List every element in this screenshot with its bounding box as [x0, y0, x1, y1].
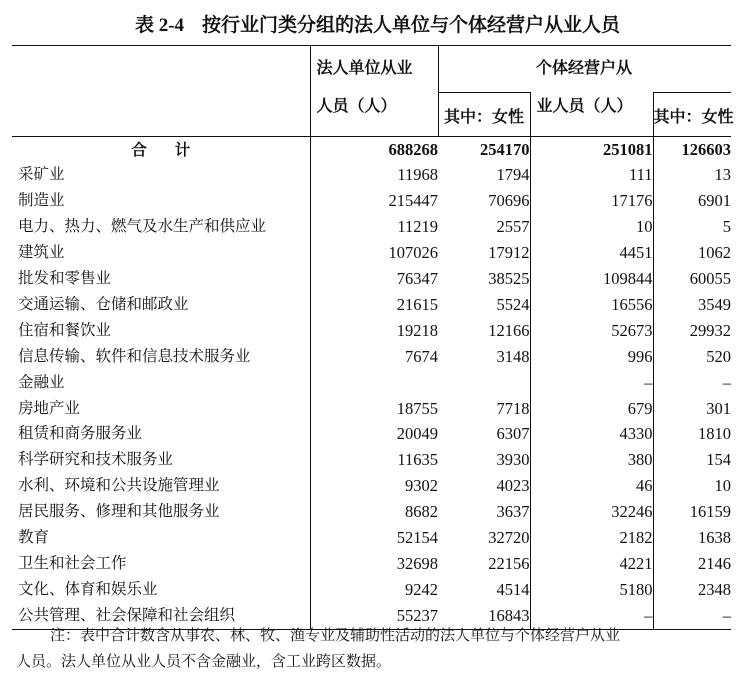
- legal-female-employees: 17912: [438, 240, 530, 266]
- legal-female-employees: 32720: [438, 525, 530, 551]
- indiv-female-employees: 520: [706, 346, 731, 366]
- legal-female-employees: 70696: [438, 188, 530, 214]
- legal-employees: 76347: [396, 269, 438, 289]
- indiv-employees: 2182: [530, 525, 653, 551]
- employment-table: [12, 45, 734, 630]
- total-legal: 688268: [388, 139, 438, 159]
- indiv-female-employees: 10: [714, 476, 731, 496]
- table-body: [12, 136, 731, 629]
- industry-name: 房地产业: [12, 396, 310, 422]
- indiv-female-employees: 1810: [698, 424, 731, 444]
- industry-name: 制造业: [12, 188, 310, 214]
- industry-name: 文化、体育和娱乐业: [12, 577, 310, 603]
- legal-group-line1: 法人单位从业: [316, 58, 413, 77]
- indiv-employees: 32246: [530, 499, 653, 525]
- total-row: [12, 136, 731, 162]
- indiv-group-line1: 个体经营户从: [536, 58, 633, 77]
- industry-name: 租赁和商务服务业: [12, 421, 310, 447]
- industry-name: 交通运输、仓储和邮政业: [12, 292, 310, 318]
- indiv-employees: 380: [530, 447, 653, 473]
- table-row: [12, 344, 731, 370]
- legal-female-employees: 6307: [438, 421, 530, 447]
- indiv-employees: 111: [530, 162, 653, 188]
- table-row: [12, 240, 731, 266]
- indiv-employees: 4451: [530, 240, 653, 266]
- indiv-female-employees: –: [653, 603, 731, 629]
- table-note: [16, 622, 732, 674]
- legal-female-employees: 12166: [438, 318, 530, 344]
- table-row: [12, 188, 731, 214]
- table-title-text: 按行业门类分组的法人单位与个体经营户从业人员: [202, 14, 621, 36]
- indiv-employees: 109844: [530, 266, 653, 292]
- legal-female-employees: 3148: [438, 344, 530, 370]
- legal-female-employees: 38525: [438, 266, 530, 292]
- note-line2: 人员。法人单位从业人员不含金融业，含工业跨区数据。: [16, 652, 392, 670]
- indiv-employees: 16556: [530, 292, 653, 318]
- legal-female-employees: [438, 370, 530, 396]
- industry-name: 金融业: [12, 370, 310, 396]
- legal-employees: 20049: [396, 424, 438, 444]
- indiv-female-employees: 2146: [698, 554, 731, 573]
- table-row: [12, 499, 731, 525]
- legal-employees: 107026: [388, 243, 438, 263]
- table-number: 表 2-4: [134, 15, 185, 36]
- legal-group-line2: 人员（人）: [316, 96, 397, 115]
- indiv-employees: 17176: [530, 188, 653, 214]
- legal-employees: 11635: [397, 450, 438, 470]
- indiv-group-line2: 业人员（人）: [536, 96, 633, 115]
- indiv-female-employees: 3549: [698, 294, 731, 314]
- legal-employees: 55237: [310, 603, 438, 629]
- table-row: [12, 266, 731, 292]
- total-legal-female: 254170: [438, 136, 530, 162]
- indiv-group-spacer: [653, 46, 731, 93]
- indiv-female-employees: 1638: [698, 528, 731, 548]
- industry-name: 住宿和餐饮业: [12, 318, 310, 344]
- table-row: [12, 473, 731, 499]
- legal-employees: 32698: [396, 554, 438, 573]
- legal-female-employees: 2557: [438, 214, 530, 240]
- total-label: 合计: [12, 136, 310, 162]
- indiv-employees: 10: [530, 214, 653, 240]
- legal-female-employees: 7718: [438, 396, 530, 422]
- industry-name: 采矿业: [12, 162, 310, 188]
- indiv-employees: 5180: [530, 577, 653, 603]
- table-row: [12, 577, 731, 603]
- industry-name: 批发和零售业: [12, 266, 310, 292]
- indiv-female-employees: 13: [714, 165, 731, 185]
- indiv-employees: 4221: [530, 551, 653, 577]
- indiv-female-employees: 6901: [698, 191, 731, 211]
- indiv-female-employees: 2348: [698, 579, 731, 599]
- table-row: [12, 525, 731, 551]
- legal-group-spacer: [438, 46, 530, 93]
- legal-employees: 7674: [405, 346, 438, 366]
- indiv-female-employees: 1062: [698, 243, 731, 263]
- legal-female-employees: 5524: [438, 292, 530, 318]
- legal-employees: 19218: [396, 320, 438, 340]
- legal-female-employees: 4514: [438, 577, 530, 603]
- table-row: [12, 318, 731, 344]
- table-row: [12, 551, 731, 577]
- legal-female-employees: 22156: [438, 551, 530, 577]
- indiv-employees: –: [530, 370, 653, 396]
- legal-female-employees: 16843: [438, 603, 530, 629]
- individual-group-header: [530, 46, 653, 93]
- industry-name: 居民服务、修理和其他服务业: [12, 499, 310, 525]
- legal-group-header-line2: [310, 92, 438, 136]
- table-row: [12, 214, 731, 240]
- legal-employees: 9302: [405, 476, 438, 496]
- table-header: [12, 46, 734, 137]
- industry-name: 教育: [12, 525, 310, 551]
- industry-name: 科学研究和技术服务业: [12, 447, 310, 473]
- industry-name: 信息传输、软件和信息技术服务业: [12, 344, 310, 370]
- table-row: [12, 396, 731, 422]
- indiv-group-header-line2: [530, 92, 653, 136]
- table-row: [12, 162, 731, 188]
- legal-employees: 11968: [397, 165, 438, 185]
- note-line1: 注：表中合计数含从事农、林、牧、渔专业及辅助性活动的法人单位与个体经营户从业: [50, 626, 621, 644]
- indiv-female-employees: 301: [706, 398, 731, 418]
- total-indiv: 251081: [530, 136, 653, 162]
- indiv-employees: –: [530, 603, 653, 629]
- legal-employees: 8682: [405, 502, 438, 522]
- indiv-female-employees: 16159: [689, 502, 731, 522]
- indiv-employees: 4330: [530, 421, 653, 447]
- table-row: [12, 447, 731, 473]
- indiv-female-employees: 29932: [689, 320, 731, 340]
- legal-employees: 52154: [396, 528, 438, 548]
- legal-female-employees: 1794: [438, 162, 530, 188]
- indiv-employees: 996: [530, 344, 653, 370]
- indiv-female-employees: –: [722, 372, 731, 392]
- industry-name: 卫生和社会工作: [12, 551, 310, 577]
- legal-employees: 21615: [396, 294, 438, 314]
- indiv-female-employees: 5: [722, 217, 731, 237]
- legal-employees: 9242: [405, 579, 438, 599]
- indiv-employees: 679: [530, 396, 653, 422]
- total-indiv-female: 126603: [681, 139, 731, 159]
- indiv-female-employees: 154: [706, 450, 731, 470]
- legal-female-header: 其中：女性: [438, 92, 530, 136]
- industry-name: 水利、环境和公共设施管理业: [12, 473, 310, 499]
- table-row: [12, 421, 731, 447]
- industry-name: 建筑业: [12, 240, 310, 266]
- indiv-employees: 52673: [530, 318, 653, 344]
- table-row: [12, 370, 731, 396]
- legal-female-employees: 3637: [438, 499, 530, 525]
- industry-column-header: [12, 46, 310, 137]
- legal-employees: [310, 370, 438, 396]
- indiv-female-header: 其中：女性: [653, 92, 731, 136]
- legal-female-employees: 4023: [438, 473, 530, 499]
- indiv-employees: 46: [530, 473, 653, 499]
- table-title: [0, 10, 755, 37]
- legal-entity-group-header: [310, 46, 438, 93]
- table-row: [12, 292, 731, 318]
- legal-employees: 215447: [388, 191, 438, 211]
- indiv-female-employees: 60055: [689, 269, 731, 289]
- industry-name: 公共管理、社会保障和社会组织: [12, 603, 310, 629]
- legal-employees: 11219: [397, 217, 438, 237]
- industry-name: 电力、热力、燃气及水生产和供应业: [12, 214, 310, 240]
- legal-employees: 18755: [396, 398, 438, 418]
- legal-female-employees: 3930: [438, 447, 530, 473]
